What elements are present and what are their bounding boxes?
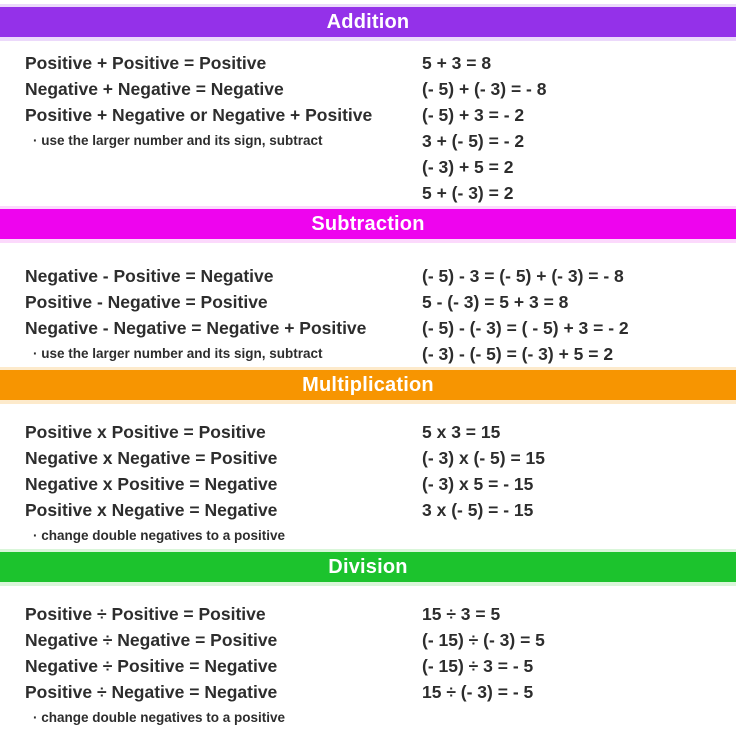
addition-content — [0, 41, 736, 206]
multiplication-content — [0, 404, 736, 549]
rule-text: Negative x Negative = Positive — [25, 448, 278, 468]
multiplication-title: Multiplication — [302, 373, 434, 396]
rule-text: Positive ÷ Negative = Negative — [25, 682, 278, 702]
rule-text: Positive + Positive = Positive — [25, 53, 267, 73]
note-text: · use the larger number and its sign, subtract — [33, 133, 323, 148]
division-title: Division — [328, 555, 408, 578]
division-section — [0, 549, 736, 731]
subtraction-title: Subtraction — [311, 212, 425, 235]
note-text: · change double negatives to a positive — [33, 710, 286, 725]
rule-text: Positive + Negative or Negative + Positive — [25, 105, 373, 125]
example-text: 5 + (- 3) = 2 — [422, 183, 514, 203]
subtraction-section — [0, 206, 736, 367]
example-text: 5 + 3 = 8 — [422, 53, 492, 73]
subtraction-examples — [422, 263, 736, 367]
example-text: 3 + (- 5) = - 2 — [422, 131, 525, 151]
example-text: (- 5) + 3 = - 2 — [422, 105, 525, 125]
example-text: (- 3) - (- 5) = (- 3) + 5 = 2 — [422, 344, 614, 364]
rule-text: Positive ÷ Positive = Positive — [25, 604, 266, 624]
subtraction-rules — [0, 263, 422, 367]
multiplication-section — [0, 367, 736, 549]
rule-text: Negative x Positive = Negative — [25, 474, 278, 494]
example-text: 15 ÷ (- 3) = - 5 — [422, 682, 534, 702]
example-text: (- 15) ÷ (- 3) = 5 — [422, 630, 545, 650]
rule-text: Negative ÷ Negative = Positive — [25, 630, 278, 650]
division-content — [0, 586, 736, 731]
example-text: (- 5) + (- 3) = - 8 — [422, 79, 547, 99]
subtraction-header-bar — [0, 206, 736, 243]
division-rules — [0, 601, 422, 731]
addition-header-bar — [0, 4, 736, 41]
example-text: (- 5) - (- 3) = ( - 5) + 3 = - 2 — [422, 318, 629, 338]
multiplication-header-bar — [0, 367, 736, 404]
note-text: · use the larger number and its sign, subtract — [33, 346, 323, 361]
rule-text: Negative + Negative = Negative — [25, 79, 284, 99]
division-header-bar — [0, 549, 736, 586]
division-examples — [422, 601, 736, 705]
multiplication-examples — [422, 419, 736, 523]
example-text: (- 3) x 5 = - 15 — [422, 474, 534, 494]
addition-rules — [0, 50, 422, 154]
rule-text: Positive x Positive = Positive — [25, 422, 266, 442]
example-text: (- 5) - 3 = (- 5) + (- 3) = - 8 — [422, 266, 624, 286]
addition-examples — [422, 50, 736, 206]
example-text: 15 ÷ 3 = 5 — [422, 604, 501, 624]
integer-rules-sheet — [0, 4, 736, 731]
rule-text: Negative ÷ Positive = Negative — [25, 656, 278, 676]
example-text: (- 15) ÷ 3 = - 5 — [422, 656, 534, 676]
example-text: (- 3) x (- 5) = 15 — [422, 448, 546, 468]
rule-text: Positive x Negative = Negative — [25, 500, 278, 520]
addition-section — [0, 4, 736, 206]
example-text: 3 x (- 5) = - 15 — [422, 500, 534, 520]
example-text: 5 x 3 = 15 — [422, 422, 501, 442]
addition-title: Addition — [326, 10, 410, 33]
rule-text: Positive - Negative = Positive — [25, 292, 268, 312]
multiplication-rules — [0, 419, 422, 549]
rule-text: Negative - Negative = Negative + Positive — [25, 318, 367, 338]
example-text: (- 3) + 5 = 2 — [422, 157, 514, 177]
note-text: · change double negatives to a positive — [33, 528, 286, 543]
example-text: 5 - (- 3) = 5 + 3 = 8 — [422, 292, 569, 312]
subtraction-content — [0, 243, 736, 367]
rule-text: Negative - Positive = Negative — [25, 266, 274, 286]
